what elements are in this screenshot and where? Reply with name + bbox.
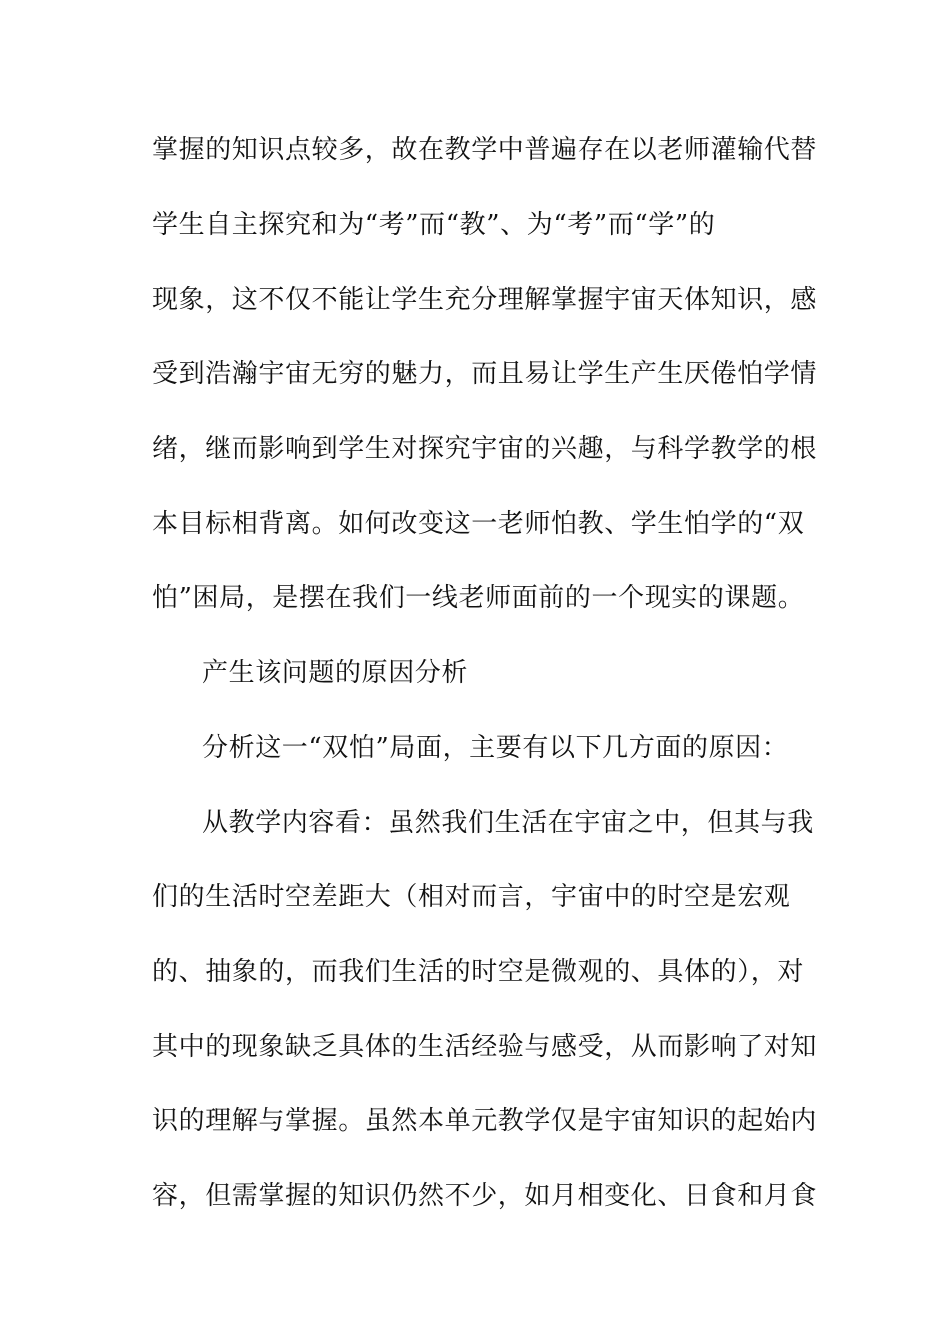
text-line: 分析这一“双怕”局面，主要有以下几方面的原因：: [202, 733, 789, 763]
text-line: 们的生活时空差距大（相对而言，宇宙中的时空是宏观: [152, 882, 791, 912]
text-line: 本目标相背离。如何改变这一老师怕教、学生怕学的“双: [152, 509, 805, 539]
text-line: 识的理解与掌握。虽然本单元教学仅是宇宙知识的起始内: [152, 1106, 818, 1136]
text-line: 容，但需掌握的知识仍然不少，如月相变化、日食和月食: [152, 1181, 818, 1211]
text-line: 受到浩瀚宇宙无穷的魅力，而且易让学生产生厌倦怕学情: [152, 359, 818, 389]
text-line: 怕”困局，是摆在我们一线老师面前的一个现实的课题。: [152, 583, 805, 613]
text-line: 掌握的知识点较多，故在教学中普遍存在以老师灌输代替: [152, 135, 818, 165]
text-line: 的、抽象的，而我们生活的时空是微观的、具体的），对: [152, 957, 805, 987]
text-line: 从教学内容看：虽然我们生活在宇宙之中，但其与我: [202, 808, 814, 838]
section-heading: 产生该问题的原因分析: [202, 658, 469, 688]
text-line: 绪，继而影响到学生对探究宇宙的兴趣，与科学教学的根: [152, 434, 818, 464]
text-line: 现象，这不仅不能让学生充分理解掌握宇宙天体知识，感: [152, 285, 818, 315]
text-line: 学生自主探究和为“考”而“教”、为“考”而“学”的: [152, 210, 716, 240]
text-line: 其中的现象缺乏具体的生活经验与感受，从而影响了对知: [152, 1032, 818, 1062]
